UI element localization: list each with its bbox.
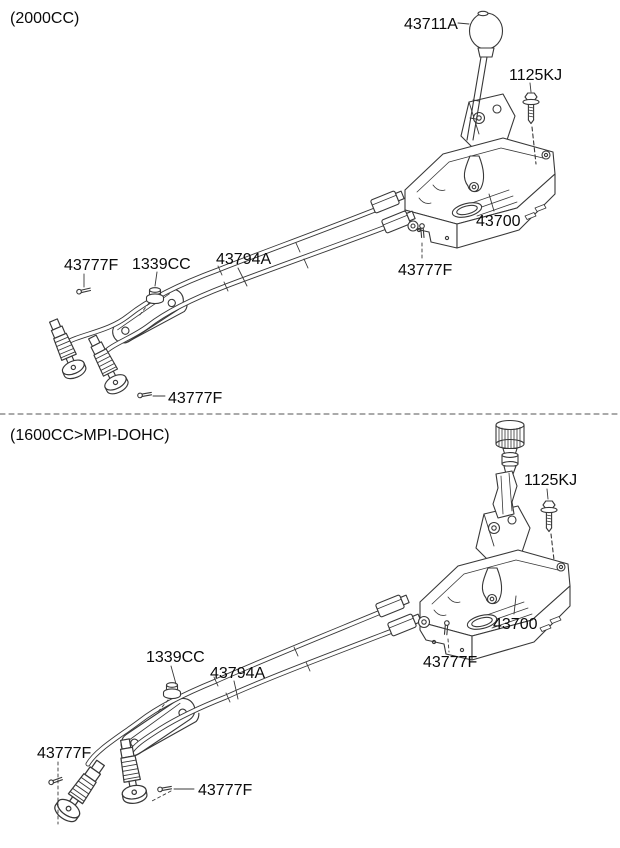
section-2000cc [10,10,562,407]
retainer-clip-upper-left [76,288,90,294]
retainer-clip-bottom [138,392,152,398]
retainer-clip-bottom-left [48,777,63,785]
mounting-bolt-drawing [523,93,539,124]
section-1600cc [10,421,577,826]
part-label-bolt: 1125KJ [509,67,563,84]
part-label-clip-upper-left: 43777F [64,257,119,274]
shift-knob-drawing [470,11,503,57]
part-label-clip-right: 43777F [398,262,453,279]
engine-variant-label: (1600CC>MPI-DOHC) [10,427,170,444]
cable-grommet-drawing [164,683,181,699]
shift-knob-drawing [496,421,524,475]
retainer-clip-bottom-right [158,786,172,792]
bolt-insert-line [551,534,554,560]
part-label-cable: 43794A [216,251,272,268]
engine-variant-label: (2000CC) [10,10,80,27]
part-label-clip-bottom-right: 43777F [198,782,253,799]
part-label-clip-mid: 43777F [423,654,478,671]
part-label-grommet: 1339CC [146,649,205,666]
lever-shaft-drawing [493,471,517,518]
part-label-grommet: 1339CC [132,256,191,273]
part-label-knob: 43711A [404,16,458,33]
part-label-assembly: 43700 [493,616,538,633]
part-label-assembly: 43700 [476,213,521,230]
cable-end-left-drawing [52,756,111,826]
part-label-clip-bottom-left: 43777F [37,745,92,762]
mounting-bolt-drawing [541,501,557,532]
part-label-cable: 43794A [210,665,266,682]
part-label-bolt: 1125KJ [524,472,578,489]
part-label-clip-bottom: 43777F [168,390,223,407]
cable-grommet-drawing [147,288,164,304]
cable-end-left-drawing [43,316,88,382]
